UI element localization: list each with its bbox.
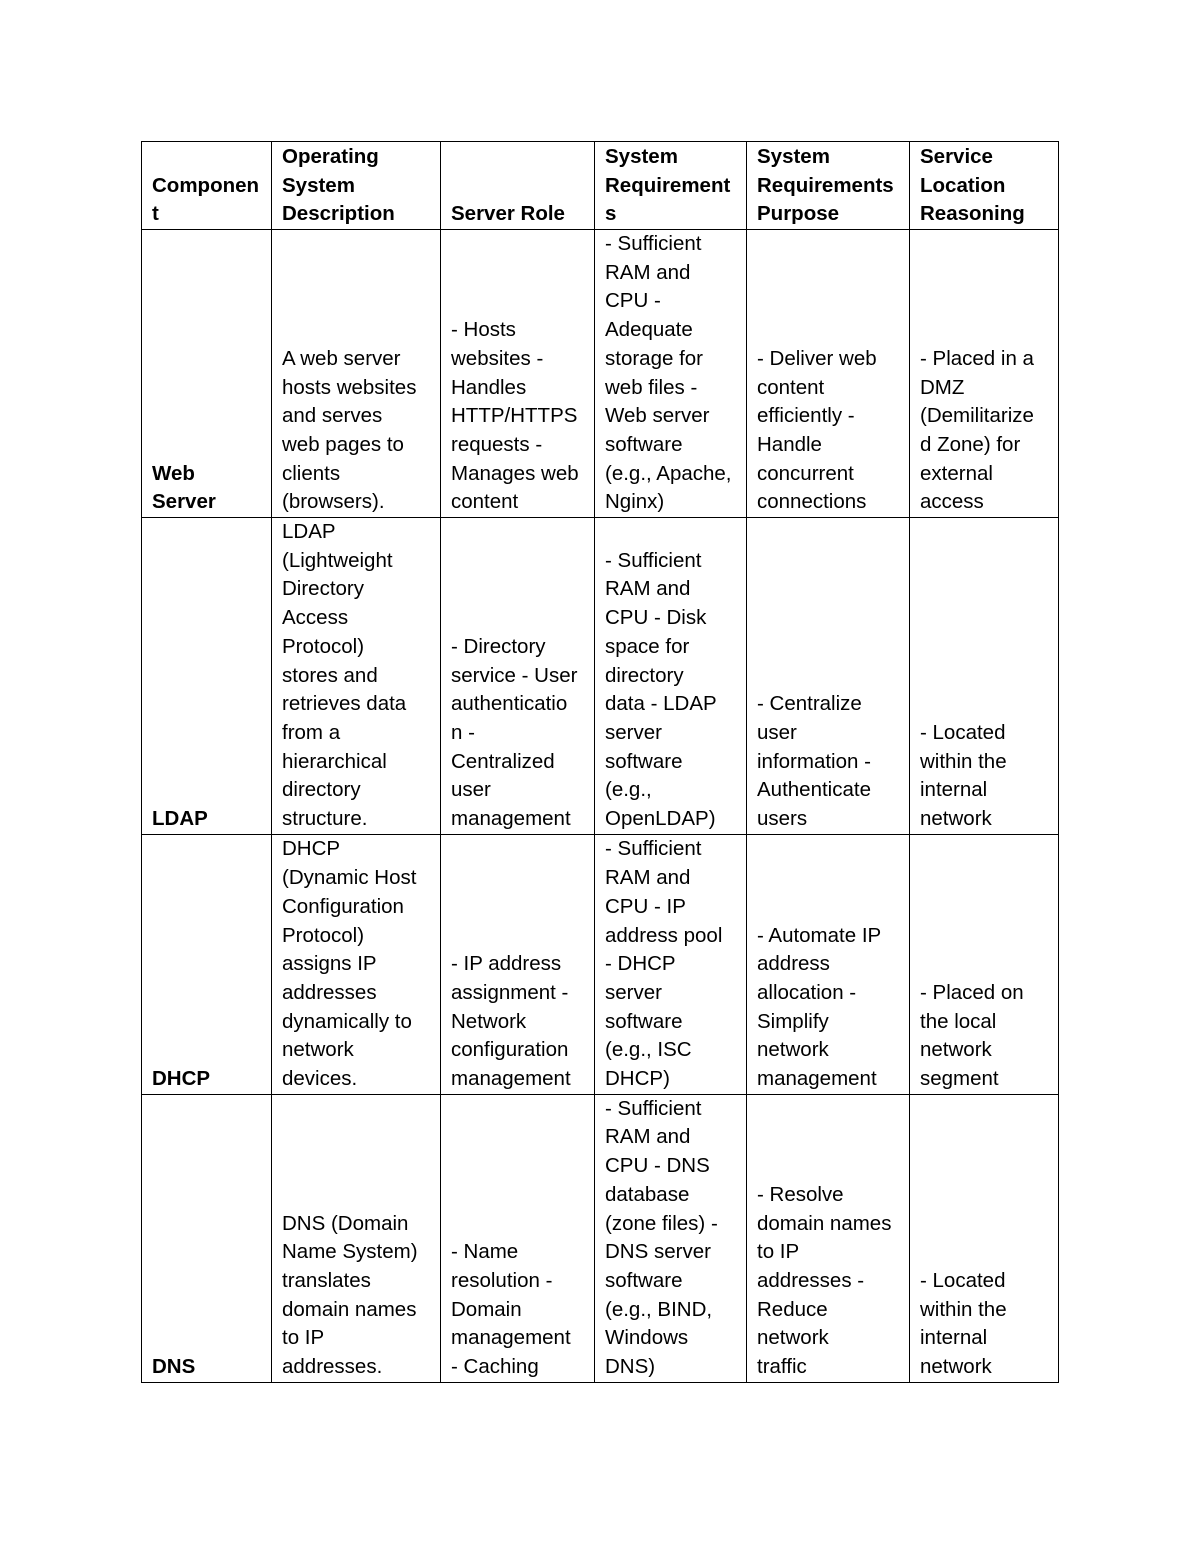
cell-requirements: - Sufficient RAM and CPU - Adequate storage for web files - Web server software (e.g., Apache, Nginx) [595,230,747,518]
cell-role: - Name resolution - Domain management - Caching [441,1094,595,1382]
table-row [142,834,1059,1094]
header-system-requirements: System Requirement s [595,142,747,230]
services-table [141,141,1059,1383]
cell-requirements: - Sufficient RAM and CPU - Disk space for directory data - LDAP server software (e.g., OpenLDAP) [595,518,747,835]
cell-component: DNS [142,1094,272,1382]
header-row [142,142,1059,230]
cell-requirements: - Sufficient RAM and CPU - DNS database (zone files) - DNS server software (e.g., BIND, Windows DNS) [595,1094,747,1382]
cell-location: - Placed in a DMZ (Demilitarize d Zone) for external access [910,230,1059,518]
cell-purpose: - Resolve domain names to IP addresses - Reduce network traffic [747,1094,910,1382]
cell-location: - Located within the internal network [910,1094,1059,1382]
table-row [142,518,1059,835]
header-os-description: Operating System Description [272,142,441,230]
cell-location: - Located within the internal network [910,518,1059,835]
cell-location: - Placed on the local network segment [910,834,1059,1094]
cell-component: DHCP [142,834,272,1094]
cell-purpose: - Automate IP address allocation - Simplify network management [747,834,910,1094]
header-component: Componen t [142,142,272,230]
table-row [142,230,1059,518]
cell-requirements: - Sufficient RAM and CPU - IP address pool - DHCP server software (e.g., ISC DHCP) [595,834,747,1094]
cell-description: A web server hosts websites and serves web pages to clients (browsers). [272,230,441,518]
cell-component: Web Server [142,230,272,518]
cell-role: - Hosts websites - Handles HTTP/HTTPS requests - Manages web content [441,230,595,518]
cell-role: - Directory service - User authenticatio n - Centralized user management [441,518,595,835]
cell-purpose: - Deliver web content efficiently - Handle concurrent connections [747,230,910,518]
cell-description: DNS (Domain Name System) translates domain names to IP addresses. [272,1094,441,1382]
cell-description: LDAP (Lightweight Directory Access Protocol) stores and retrieves data from a hierarchical directory structure. [272,518,441,835]
cell-purpose: - Centralize user information - Authenticate users [747,518,910,835]
cell-description: DHCP (Dynamic Host Configuration Protocol) assigns IP addresses dynamically to network devices. [272,834,441,1094]
cell-component: LDAP [142,518,272,835]
cell-role: - IP address assignment - Network configuration management [441,834,595,1094]
header-requirements-purpose: System Requirements Purpose [747,142,910,230]
header-location-reasoning: Service Location Reasoning [910,142,1059,230]
header-server-role: Server Role [441,142,595,230]
table-row [142,1094,1059,1382]
